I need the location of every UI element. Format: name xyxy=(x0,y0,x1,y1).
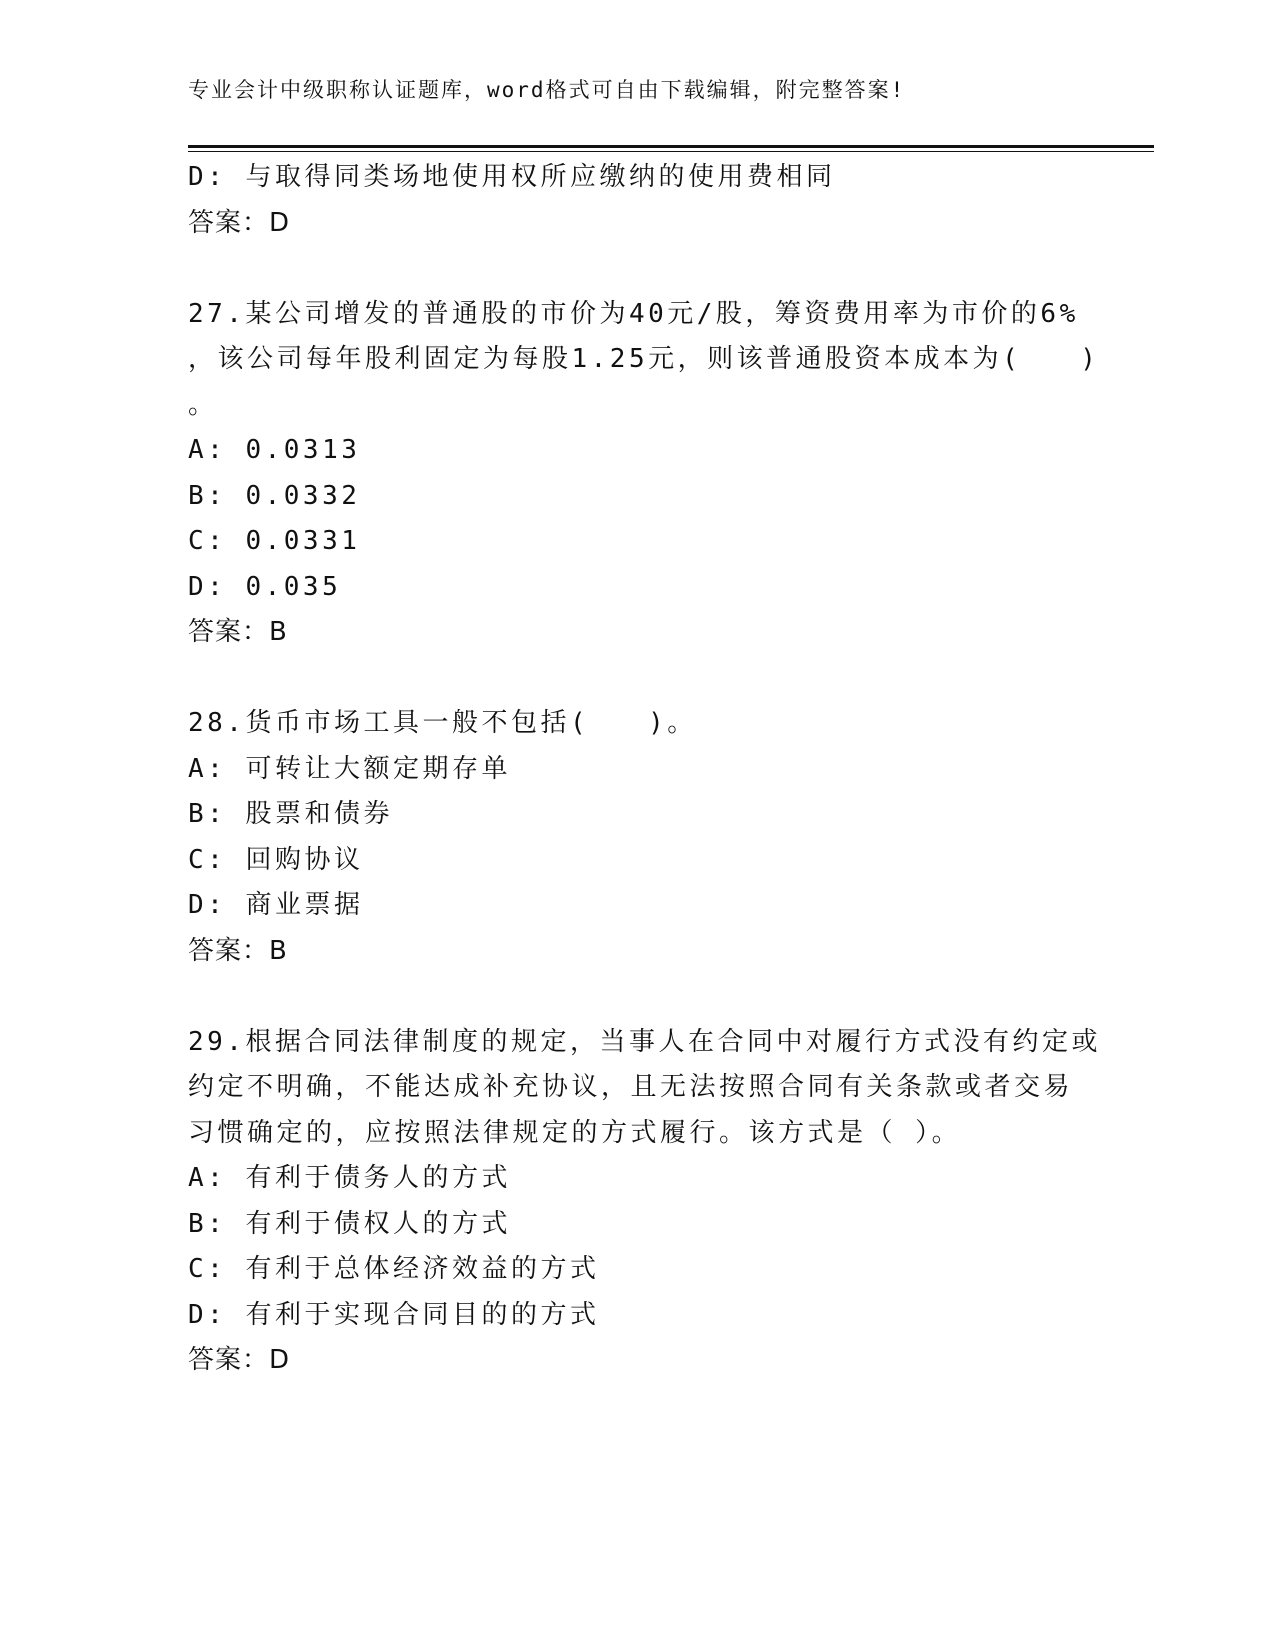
answer-label: 答案： xyxy=(188,935,270,966)
answer-value: D xyxy=(269,207,293,238)
option-c: C: 回购协议 xyxy=(188,844,364,875)
answer-label: 答案： xyxy=(188,617,270,647)
answer-value: B xyxy=(269,617,291,647)
answer-value: D xyxy=(269,1345,293,1375)
option-a: A: 有利于债务人的方式 xyxy=(188,1163,511,1193)
question-text-line: ，该公司每年股利固定为每股1.25元，则该普通股资本成本为( ) xyxy=(188,344,1100,374)
question-text-line: 27.某公司增发的普通股的市价为40元/股，筹资费用率为市价的6% xyxy=(188,298,1079,329)
option-d: D: 0.035 xyxy=(188,571,342,602)
option-b: B: 股票和债券 xyxy=(188,799,393,829)
answer-line xyxy=(188,929,1088,975)
question-text-line: 。 xyxy=(188,389,218,420)
page-header: 专业会计中级职称认证题库，word格式可自由下载编辑，附完整答案! xyxy=(188,78,906,102)
header-rule-thin xyxy=(188,151,1154,152)
option-c: C: 有利于总体经济效益的方式 xyxy=(188,1254,600,1284)
question-28 xyxy=(188,701,1088,974)
spacer xyxy=(188,974,1088,1020)
document-body xyxy=(188,155,1101,1384)
option-a: A: 0.0313 xyxy=(188,435,361,465)
question-text-line: 约定不明确，不能达成补充协议，且无法按照合同有关条款或者交易 xyxy=(188,1072,1074,1102)
spacer xyxy=(188,246,1088,292)
header-rule-thick xyxy=(188,145,1154,148)
answer-value: B xyxy=(269,935,291,966)
question-text-line: 29.根据合同法律制度的规定，当事人在合同中对履行方式没有约定或 xyxy=(188,1026,1101,1057)
option-a: A: 可转让大额定期存单 xyxy=(188,753,511,784)
question-text-line: 28.货币市场工具一般不包括( )。 xyxy=(188,708,697,738)
spacer xyxy=(188,656,1088,702)
option-d: D: 有利于实现合同目的的方式 xyxy=(188,1299,600,1330)
answer-line xyxy=(188,610,1088,656)
answer-line xyxy=(188,201,1088,247)
answer-label: 答案： xyxy=(188,1345,270,1375)
answer-label: 答案： xyxy=(188,207,270,238)
option-b: B: 0.0332 xyxy=(188,480,361,511)
answer-line xyxy=(188,1338,1088,1384)
question-29 xyxy=(188,1020,1101,1384)
option-d: D: 商业票据 xyxy=(188,890,364,920)
question-text-line: 习惯确定的，应按照法律规定的方式履行。该方式是（ ）。 xyxy=(188,1117,962,1148)
question-27 xyxy=(188,292,1100,656)
option-c: C: 0.0331 xyxy=(188,526,361,556)
option-d: D: 与取得同类场地使用权所应缴纳的使用费相同 xyxy=(188,162,836,192)
option-b: B: 有利于债权人的方式 xyxy=(188,1208,511,1239)
